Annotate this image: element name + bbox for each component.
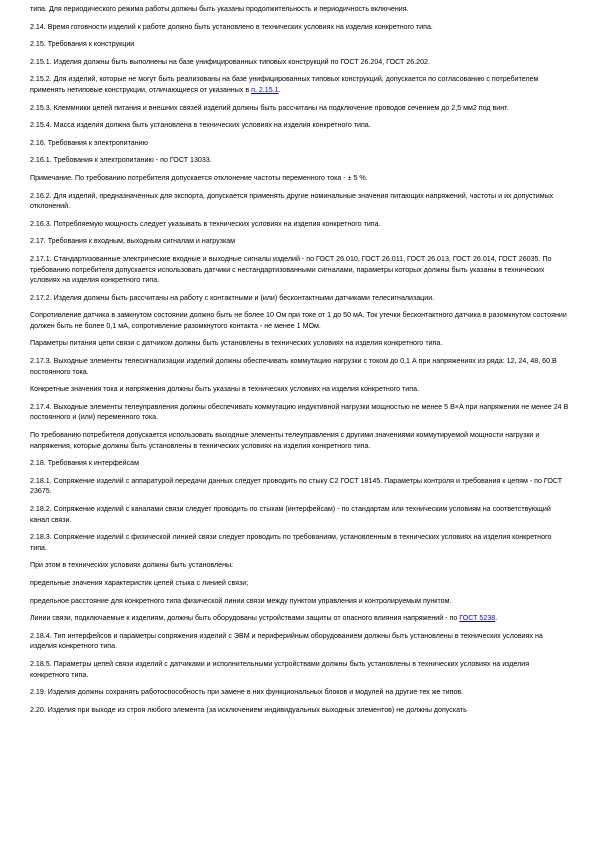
- section-heading: 2.17. Требования к входным, выходным сигналам и нагрузкам: [30, 237, 236, 246]
- paragraph: предельные значения характеристик цепей стыка с линией связи;: [30, 578, 249, 587]
- paragraph: типа. Для периодического режима работы должны быть указаны продолжительность и периодичность включения.: [30, 5, 409, 13]
- paragraph: 2.14. Время готовности изделий к работе должно быть установлено в технических условиях на изделия конкретного типа.: [30, 22, 433, 31]
- paragraph: 2.16.1. Требования к электропитанию - по ГОСТ 13033.: [30, 156, 212, 165]
- paragraph: 2.15.3. Клеммники цепей питания и внешних связей изделий должны быть рассчитаны на подключение проводов сечением до 2,5 мм2 под винт.: [30, 103, 509, 112]
- paragraph-text-end: .: [278, 85, 281, 94]
- section-heading: 2.18. Требования к интерфейсам: [30, 459, 139, 468]
- paragraph: Сопротивление датчика в замкнутом состоянии должно быть не более 10 Ом при токе от 1 до 50 мА. Ток утечки бесконтактного датчика в разомкнутом состоянии должен быть не более 0,1 мА, сопротивление разомкнутого контакта - не менее 1 МОм.: [30, 311, 567, 330]
- paragraph: Примечание. По требованию потребителя допускается отклонение частоты переменного тока - ± 5 %.: [30, 173, 368, 182]
- paragraph: 2.18.3. Сопряжение изделий с физической линией связи следует проводить по требованиям, установленным в технических условиях на изделия конкретного типа.: [30, 533, 552, 552]
- paragraph-text-end: .: [495, 614, 498, 623]
- paragraph: предельное расстояние для конкретного типа физической линии связи между пунктом управления и контролируемым пунктом.: [30, 596, 452, 605]
- reference-link[interactable]: п. 2.15.1: [251, 85, 279, 94]
- paragraph: 2.20. Изделия при выходе из строя любого элемента (за исключением индивидуальных выходных элементов) не должны допускать: [30, 705, 467, 714]
- paragraph: 2.15.4. Масса изделия должна быть установлена в технических условиях на изделия конкретного типа.: [30, 121, 371, 130]
- paragraph: 2.18.2. Сопряжение изделий с каналами связи следует проводить по стыкам (интерфейсам) - по стандартам или техническим условиям на соответствующий канал связи.: [30, 505, 551, 524]
- paragraph: 2.18.4. Тип интерфейсов и параметры сопряжения изделий с ЭВМ и периферийным оборудованием должны быть установлены в технических условиях на изделия конкретного типа.: [30, 631, 543, 651]
- section-heading: 2.15. Требования к конструкции: [30, 40, 135, 49]
- paragraph-text: Линии связи, подключаемые к изделиям, должны быть оборудованы устройствами защиты от опасного влияния напряжений - по: [30, 614, 460, 623]
- paragraph: 2.15.1. Изделия должны быть выполнены на базе унифицированных типовых конструкций по ГОСТ 26.204, ГОСТ 26.202.: [30, 57, 430, 66]
- paragraph: 2.17.4. Выходные элементы телеуправления должны обеспечивать коммутацию индуктивной нагрузки мощностью не менее 5 В×А при напряжении не менее 24 В постоянного и (или) переменного тока.: [30, 402, 569, 422]
- paragraph: [30, 74, 570, 95]
- paragraph: 2.19. Изделия должны сохранять работоспособность при замене в них функциональных блоков и модулей на другие тех же типов.: [30, 688, 464, 697]
- paragraph: 2.18.5. Параметры цепей связи изделий с датчиками и исполнительными устройствами должны быть установлены в технических условиях на изделия конкретного типа.: [30, 659, 530, 679]
- paragraph: При этом в технических условиях должны быть установлены:: [30, 561, 234, 570]
- section-heading: 2.16. Требования к электропитанию: [30, 138, 148, 147]
- paragraph: Параметры питания цепи связи с датчиком должны быть установлены в технических условиях на изделия конкретного типа.: [30, 339, 443, 348]
- paragraph: [30, 613, 570, 624]
- paragraph: 2.16.2. Для изделий, предназначенных для экспорта, допускается применять другие номинальные значения питающих напряжений, частоты и их допустимых отклонений.: [30, 191, 554, 211]
- paragraph: 2.16.3. Потребляемую мощность следует указывать в технических условиях на изделия конкретного типа.: [30, 219, 381, 228]
- paragraph: Конкретные значения тока и напряжения должны быть указаны в технических условиях на изделия конкретного типа.: [30, 385, 420, 394]
- document-page: [30, 4, 570, 715]
- reference-link[interactable]: ГОСТ 5238: [459, 614, 496, 623]
- paragraph: 2.17.1. Стандартизованные электрические входные и выходные сигналы изделий - по ГОСТ 26.010, ГОСТ 26.011, ГОСТ 26.013, ГОСТ 26.014, ГОСТ 26035. По требованию потребителя допускается использовать датчики с нестандартизованными сигналами, параметры которых должны быть указаны в технических условиях на изделия конкретного типа.: [30, 254, 552, 285]
- paragraph-text: 2.15.2. Для изделий, которые не могут быть реализованы на базе унифицированных типовых конструкций, допускается по согласованию с потребителем применять нетиповые конструкции, отличающиеся от указанных в: [30, 75, 539, 94]
- paragraph: 2.17.2. Изделия должны быть рассчитаны на работу с контактными и (или) бесконтактными датчиками телесигнализации.: [30, 293, 435, 302]
- paragraph: 2.17.3. Выходные элементы телесигнализации изделий должны обеспечивать коммутацию нагрузки с током до 0,1 А при напряжениях из ряда: 12, 24, 48, 60 В постоянного тока.: [30, 357, 557, 376]
- paragraph: 2.18.1. Сопряжение изделий с аппаратурой передачи данных следует проводить по стыку С2 ГОСТ 18145. Параметры контроля и требования к цепям - по ГОСТ 23675.: [30, 476, 563, 496]
- paragraph: По требованию потребителя допускается использовать выходные элементы телеуправления с другими значениями коммутируемой мощности нагрузки и напряжения, которые должны быть установлены в технических условиях на изделия конкретного типа.: [30, 431, 540, 450]
